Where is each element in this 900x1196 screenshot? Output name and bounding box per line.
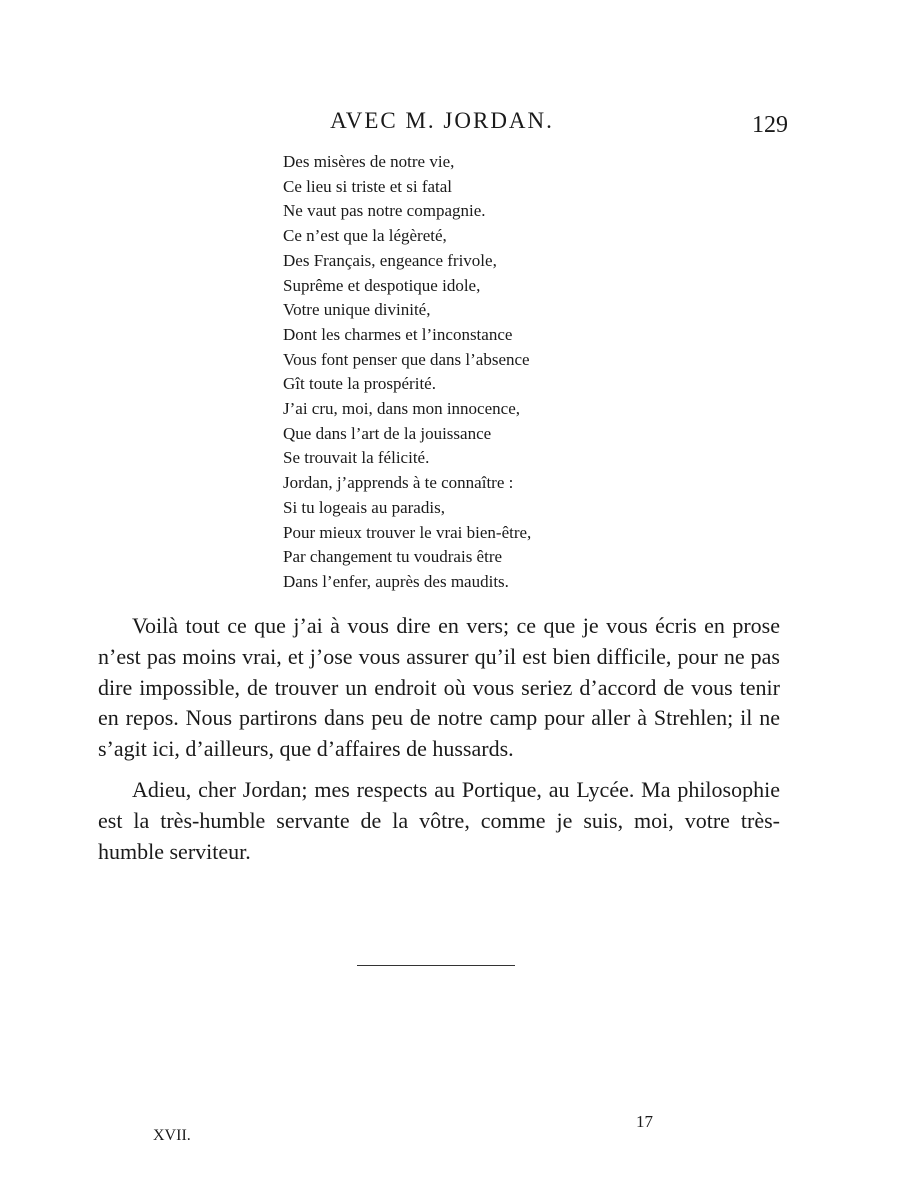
folio-number: 17 bbox=[636, 1112, 653, 1131]
prose-paragraph: Adieu, cher Jordan; mes respects au Portique, au Lycée. Ma philosophie est la très-humble servante de la vôtre, comme je suis, moi, votre très-humble serviteur. bbox=[98, 776, 780, 864]
prose-body bbox=[98, 611, 780, 877]
verse-line: Par changement tu voudrais être bbox=[283, 547, 503, 567]
prose-paragraph: Voilà tout ce que j’ai à vous dire en vers; ce que je vous écris en prose n’est pas moins vrai, et j’ose vous assurer qu’il est bien difficile, pour ne pas dire impossible, de trouver un endroit où vous seriez d’accord de vous tenir en repos. Nous partirons dans peu de notre camp pour aller à Strehlen; il ne s’agit ici, d’ailleurs, que d’affaires de hussards. bbox=[98, 613, 780, 762]
verse-line: Si tu logeais au paradis, bbox=[283, 497, 445, 517]
verse-line: Gît toute la prospérité. bbox=[283, 374, 436, 394]
verse-line: Votre unique divinité, bbox=[283, 300, 431, 320]
verse-line: Vous font penser que dans l’absence bbox=[283, 349, 530, 369]
verse-line: Des misères de notre vie, bbox=[283, 152, 455, 171]
verse-line: Se trouvait la félicité. bbox=[283, 448, 430, 468]
verse-line: Jordan, j’apprends à te connaître : bbox=[283, 473, 514, 493]
signature-mark: XVII. bbox=[153, 1127, 191, 1144]
verse-line: Ce lieu si triste et si fatal bbox=[283, 176, 453, 196]
verse-block bbox=[283, 150, 531, 595]
verse-line: Pour mieux trouver le vrai bien-être, bbox=[283, 522, 532, 542]
running-header: AVEC M. JORDAN. bbox=[330, 108, 554, 133]
verse-line: Suprême et despotique idole, bbox=[283, 275, 481, 295]
verse-line: Dont les charmes et l’inconstance bbox=[283, 324, 513, 344]
section-divider bbox=[357, 965, 515, 966]
verse-line: Dans l’enfer, auprès des maudits. bbox=[283, 571, 509, 591]
verse-line: Des Français, engeance frivole, bbox=[283, 250, 497, 270]
verse-line: Ce n’est que la légèreté, bbox=[283, 226, 447, 246]
verse-line: Que dans l’art de la jouissance bbox=[283, 423, 492, 443]
verse-line: J’ai cru, moi, dans mon innocence, bbox=[283, 399, 520, 419]
page-number: 129 bbox=[752, 112, 788, 138]
verse-line: Ne vaut pas notre compagnie. bbox=[283, 201, 486, 221]
